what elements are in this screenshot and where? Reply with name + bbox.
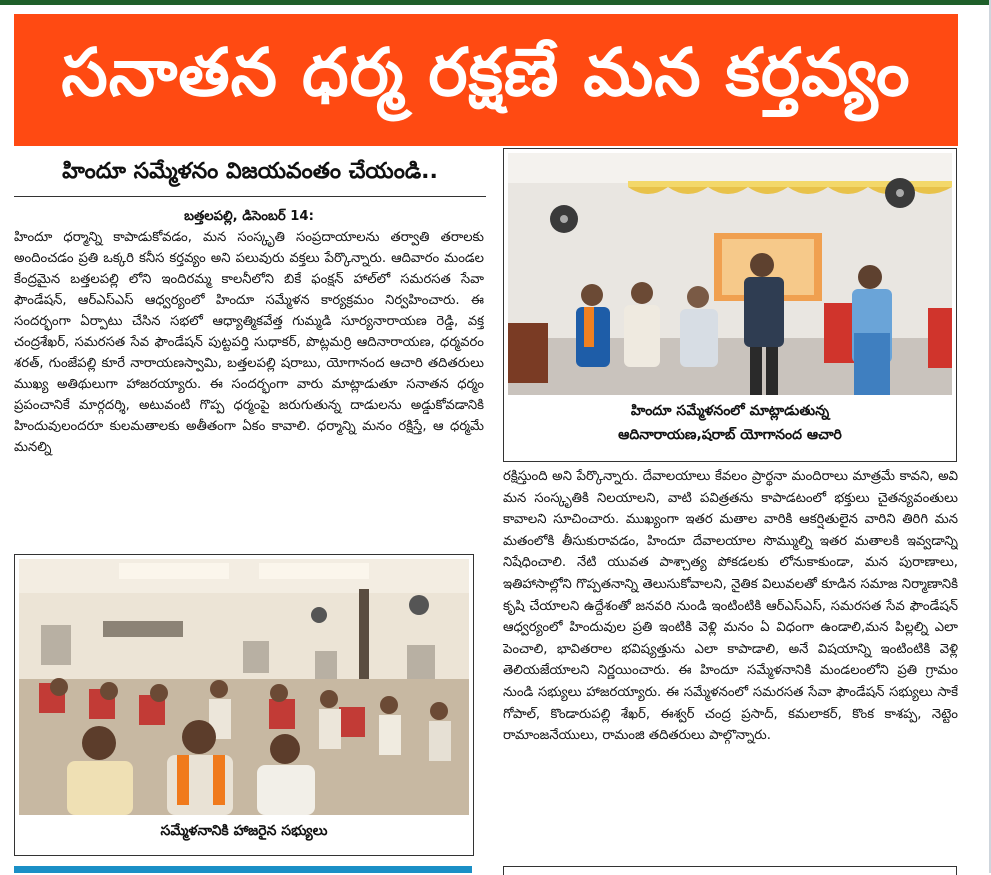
headline-text: సనాతన ధర్మ రక్షణే మన కర్తవ్యం xyxy=(61,33,911,111)
top-rule xyxy=(0,0,991,5)
next-article-frame xyxy=(503,866,957,875)
dateline: బత్తలపల్లి, డిసెంబర్ 14: xyxy=(184,209,314,224)
photo-speakers-frame xyxy=(503,148,957,462)
subheadline-rule xyxy=(14,196,486,197)
photo-audience-members xyxy=(19,559,469,815)
bottom-accent-bar xyxy=(14,866,472,873)
photo-speakers-caption-line-2: ఆదినారాయణ,షరాబ్ యోగానంద ఆచారి xyxy=(618,427,842,443)
article-column-left xyxy=(14,206,484,546)
photo-speakers-caption-line-1: హిందూ సమ్మేళనంలో మాట్లాడుతున్న xyxy=(630,403,830,419)
headline-banner xyxy=(14,14,958,146)
article-column-right xyxy=(503,466,958,858)
photo-audience-frame xyxy=(14,554,474,856)
photo-speakers-on-stage xyxy=(508,153,952,395)
article-body-right: రక్షిస్తుంది అని పేర్కొన్నారు. దేవాలయాలు కేవలం ప్రార్థనా మందిరాలు మాత్రమే కావని, అవి మన సంస్కృతికి నిలయాలని, వాటి పవిత్రతను కాపాడటంలో భక్తులు చైతన్యవంతులు కావాలని సూచించారు. ముఖ్యంగా ఇతర మతాల వారికి ఆకర్షితులైన వారిని తిరిగి మన మతంలోకి తీసుకురావడం, హిందూ దేవాలయాల సొమ్ముల్ని ఇతర మతాలకి ఇవ్వడాన్ని నిషేధించాలి. నేటి యువత పాశ్చాత్య పోకడలకు లోనుకాకుండా, మన పురాణాలు, ఇతిహాసాల్లోని గొప్పతనాన్ని తెలుసుకోవాలని, నైతిక విలువలతో కూడిన సమాజ నిర్మాణానికి కృషి చేయాలని ఉద్దేశంతో జనవరి నుండి ఇంటింటికి ఆర్‌ఎస్ఎస్, సమరసత సేవ ఫౌండేషన్ ఆధ్వర్యంలో హిందువుల ప్రతి ఇంటికి వెళ్లి మనం ఏ విధంగా ఉండాలి,మన పిల్లల్ని ఎలా పెంచాలి, భావితరాల భవిష్యత్తును ఎలా కాపాడాలి, అనే విషయాన్ని ఇంటింటికి వెళ్లి తెలియజేయాలని నిర్ణయించారు. ఈ హిందూ సమ్మేళనానికి మండలంలోని ప్రతి గ్రామం నుండి సభ్యులు హాజరయ్యారు. ఈ సమ్మేళనంలో సమరసత సేవా ఫౌండేషన్ సభ్యులు సాకే గోపాల్, కొండారుపల్లి శేఖర్, ఈశ్వర్ చంద్ర ప్రసాద్, కమలాకర్, కొంక కాశప్ప, నెట్టెం రామాంజనేయులు, రామంజి తదితరులు పాల్గొన్నారు. xyxy=(503,469,958,744)
article-body-left: హిందూ ధర్మాన్ని కాపాడుకోవడం, మన సంస్కృతి సంప్రదాయాలను తర్వాతి తరాలకు అందించడం ప్రతి ఒక్కరి కనీస కర్తవ్యం అని పలువురు వక్తలు పేర్కొన్నారు. ఆదివారం మండల కేంద్రమైన బత్తలపల్లి లోని ఇందిరమ్మ కాలనీలోని బికే ఫంక్షన్ హాల్‌లో సమరసత సేవా ఫౌండేషన్, ఆర్‌ఎస్ఎస్ ఆధ్వర్యంలో హిందూ సమ్మేళన కార్యక్రమం నిర్వహించారు. ఈ సందర్భంగా ఏర్పాటు చేసిన సభలో ఆధ్యాత్మికవేత్త గుమ్మడి సూర్యనారాయణ రెడ్డి, వక్త చంద్రశేఖర్, సమరసత సేవ ఫౌండేషన్ పుట్టపర్తి సుధాకర్, పొట్లమర్రి ఆదినారాయణ, ధర్మవరం శరత్, గుంజేపల్లి కూరే నారాయణస్వామి, బత్తలపల్లి షరాబు, యోగానంద ఆచారి తదితరులు ముఖ్య అతిథులుగా హాజరయ్యారు. ఈ సందర్భంగా వారు మాట్లాడుతూ సనాతన ధర్మం ప్రపంచానికే మార్గదర్శి, అటువంటి గొప్ప ధర్మంపై జరుగుతున్న దాడులను అడ్డుకోవడానికి హిందువులందరూ కులమతాలకు అతీతంగా ఏకం కావాలి. ధర్మాన్ని మనం రక్షిస్తే, ఆ ధర్మమే మనల్ని xyxy=(14,230,484,455)
photo-audience-caption: సమ్మేళనానికి హాజరైన సభ్యులు xyxy=(160,823,328,839)
photo-speakers-caption xyxy=(504,399,956,447)
subheadline: హిందూ సమ్మేళనం విజయవంతం చేయండి.. xyxy=(62,159,438,184)
